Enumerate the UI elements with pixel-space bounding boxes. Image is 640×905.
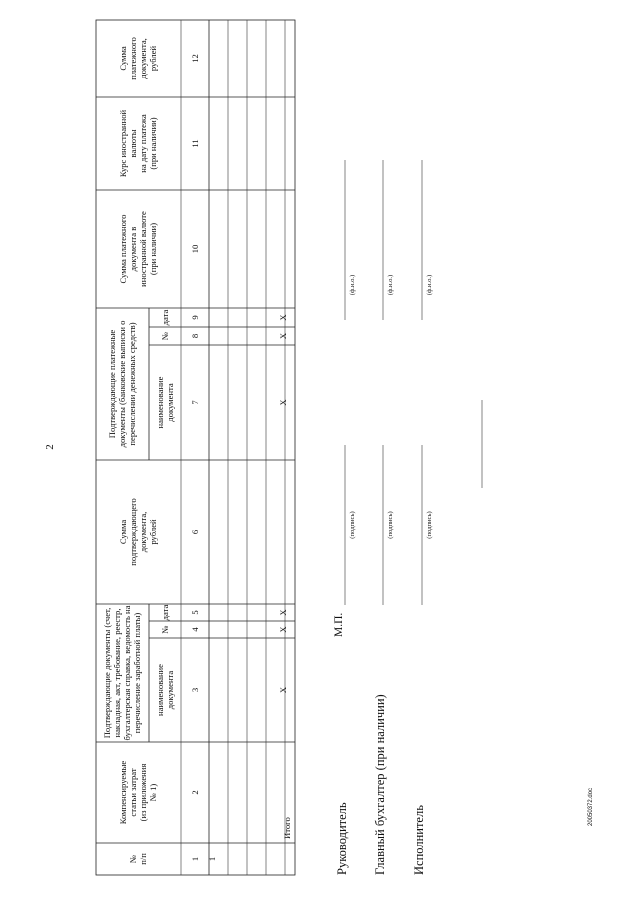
numbering-cell: 2 [190,790,200,795]
numbering-cell: 6 [190,529,200,535]
numbering-cell: 5 [190,610,200,615]
col-header-number: №п/п [128,853,148,865]
signature-role: Исполнитель [412,805,426,875]
numbering-cell: 8 [190,333,200,339]
total-label: Итого [282,817,292,839]
signature-role: Руководитель [335,802,349,875]
signature-hint: (подпись) [387,511,394,539]
numbering-cell: 11 [190,139,200,148]
subheader-payment-date: дата [160,309,170,326]
signature-role: Главный бухгалтер (при наличии) [373,694,387,875]
total-x-mark: X [278,609,288,616]
col-header-supporting-docs: Подтверждающие документы (счет,накладная, акт, требование, реестр,бухгалтерская справка, ведомость наперечисление заработной платы) [102,605,142,741]
total-x-mark: X [278,332,288,340]
col-header-cost-items: Компенсируемыестатьи затрат(из приложения№ 1) [118,760,158,825]
numbering-cell: 9 [190,315,200,320]
table-header [102,37,292,865]
col-header-exchange-rate: Курс иностраннойвалютына дату платежа(при наличии) [118,109,158,178]
signature-block [333,160,482,875]
total-x-mark: X [278,399,288,406]
numbering-cell: 4 [190,627,200,632]
subheader-doc-date: дата [160,604,170,621]
col-header-doc-sum: Суммаподтверждающегодокумента,рублей [118,498,158,566]
subheader-doc-number: № [160,625,170,634]
numbering-cell: 7 [190,400,200,405]
total-x-mark: X [278,626,288,633]
col-header-payment-sum: Суммаплатежногодокумента,рублей [118,37,158,80]
numbering-cell: 10 [190,244,200,254]
col-header-payment-docs: Подтверждающие платежныедокументы (банковские выписки оперечислении денежных средств) [107,320,137,448]
name-hint: (ф.и.о.) [387,274,394,296]
total-x-mark: X [278,314,288,321]
numbering-cell: 1 [190,856,200,862]
name-hint: (ф.и.о.) [426,274,433,296]
subheader-payment-number: № [160,331,170,341]
signature-hint: (подпись) [349,511,356,539]
row-1-index: 1 [207,856,217,862]
rotated-content [96,20,482,875]
subheader-payment-name: наименованиедокумента [155,376,175,429]
footer-filename: 20050372.doc [588,787,594,826]
signature-hint: (подпись) [426,511,433,539]
numbering-cell: 12 [190,54,200,63]
col-header-foreign-sum: Сумма платежногодокумента виностранной валюте(при наличии) [118,211,158,287]
total-x-mark: X [278,686,288,694]
subheader-doc-name: наименованиедокумента [155,664,175,716]
page-number: 2 [44,444,56,450]
name-hint: (ф.и.о.) [349,274,356,296]
seal-place: М.П. [333,612,345,637]
numbering-cell: 3 [190,687,200,693]
